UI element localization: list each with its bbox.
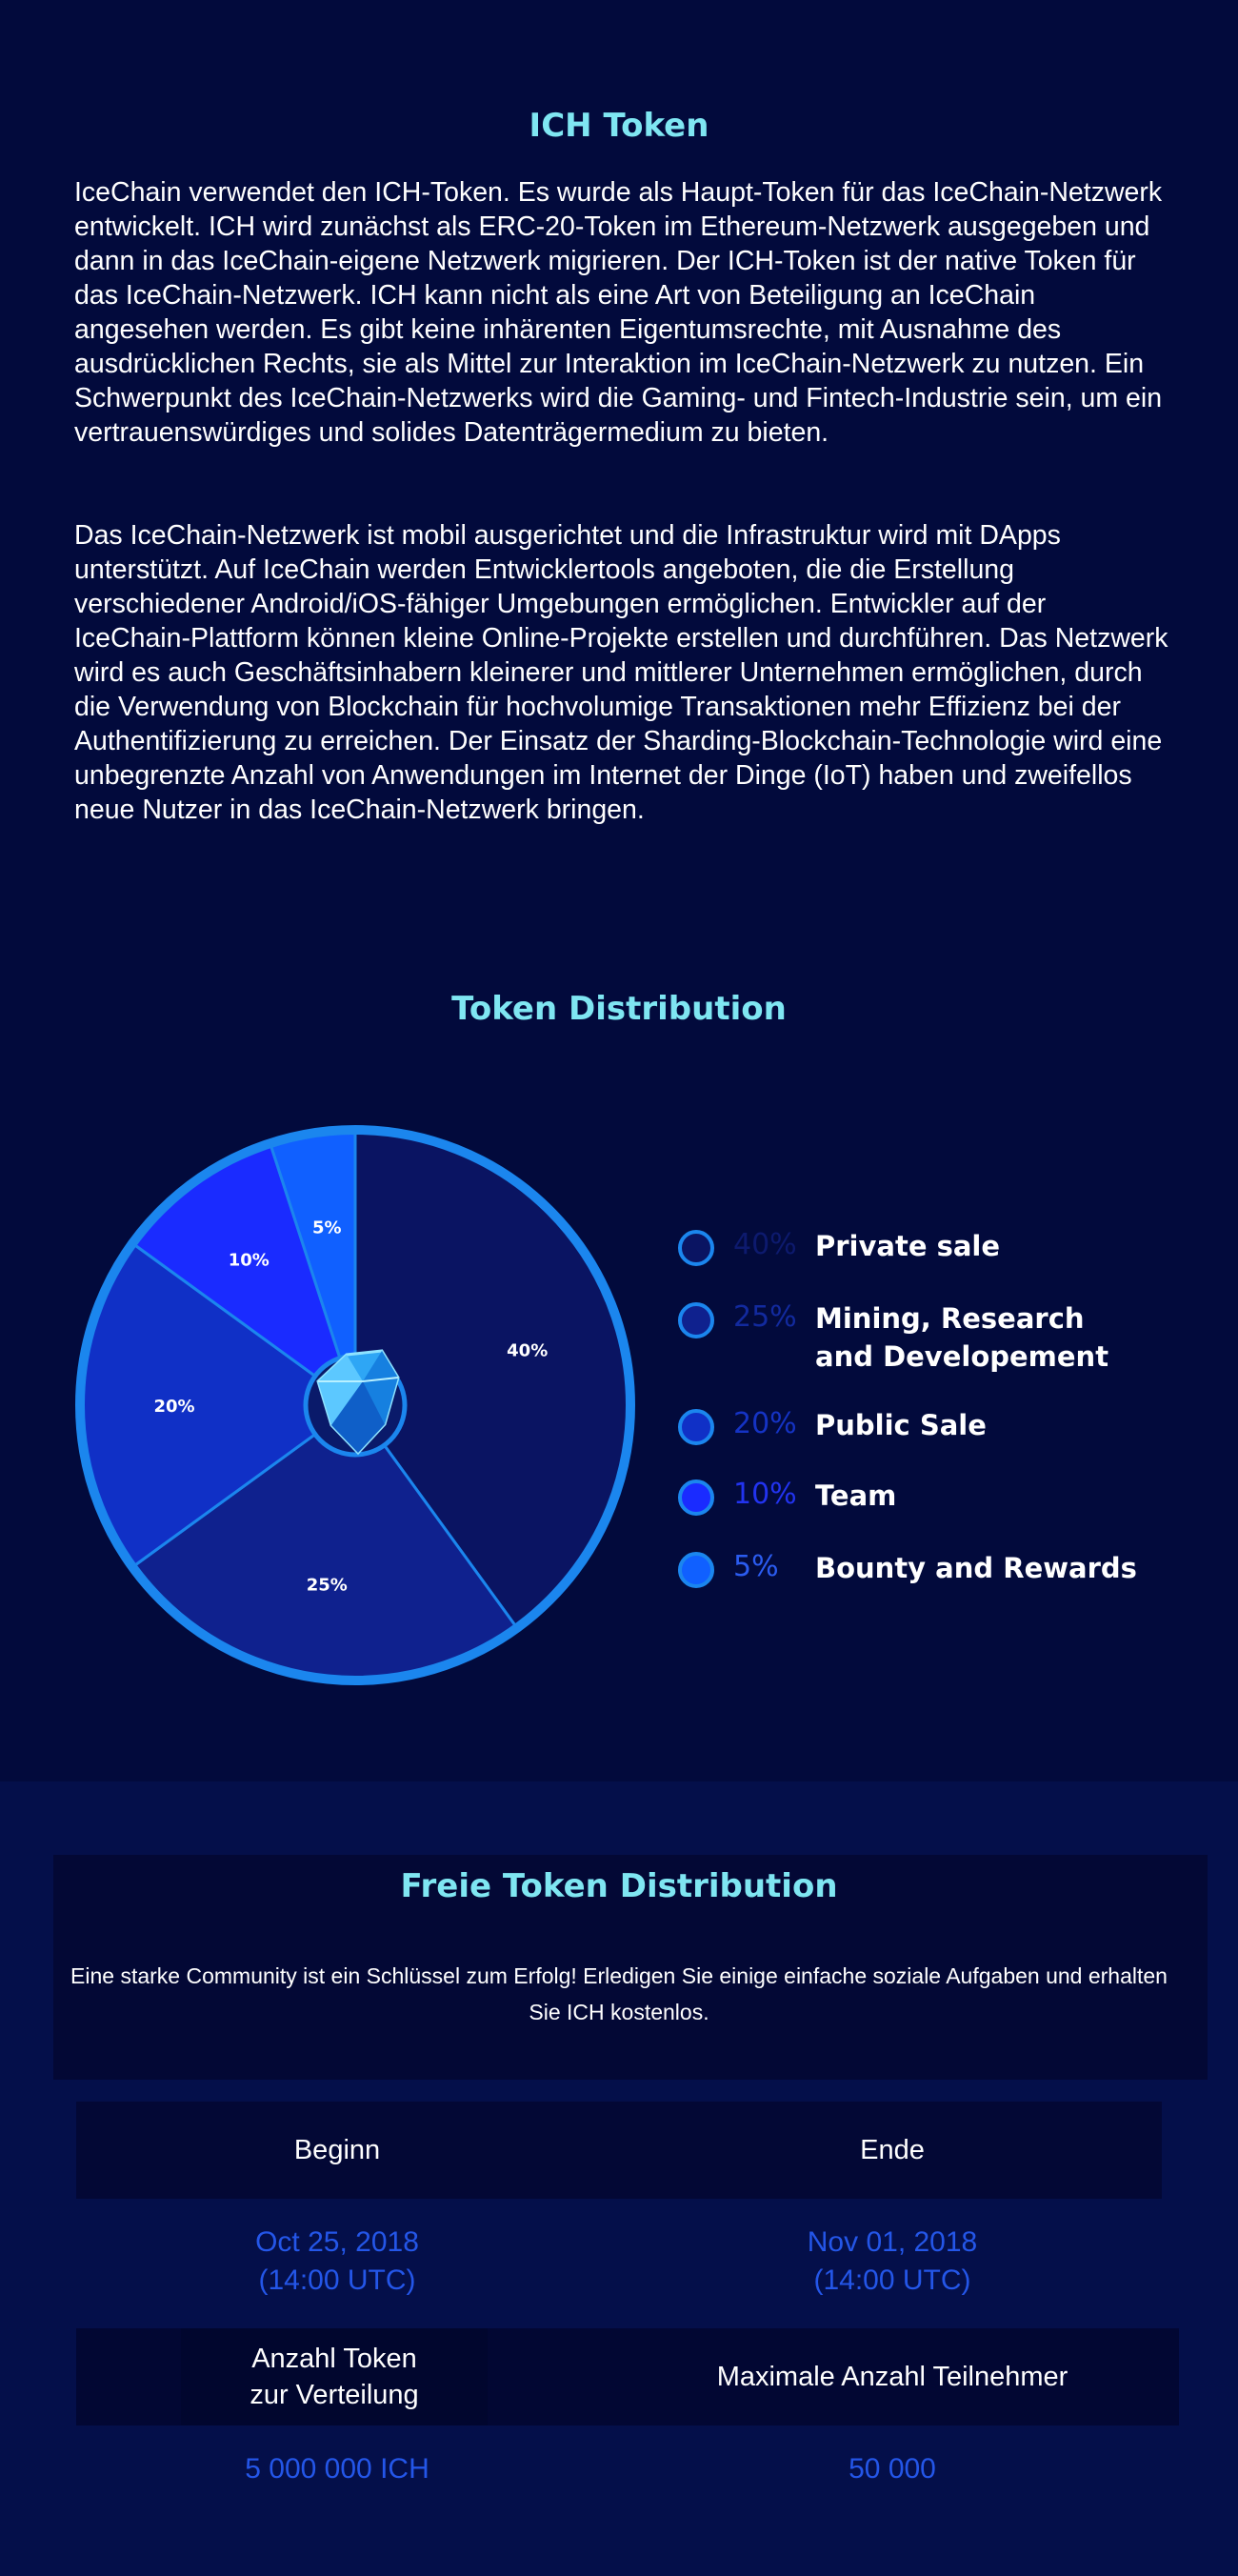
legend-item-bounty xyxy=(678,1549,1211,1588)
legend-dot xyxy=(678,1409,714,1445)
participants-label: Maximale Anzahl Teilnehmer xyxy=(716,2362,1068,2392)
free-distribution-text: Eine starke Community ist ein Schlüssel zum Erfolg! Erledigen Sie einige einfache soziale Aufgaben und erhalten Sie ICH kostenlos. xyxy=(70,1963,1168,2024)
participants-value: 50 000 xyxy=(849,2453,936,2485)
legend-percent: 25% xyxy=(733,1300,797,1334)
ich-token-paragraph-1: IceChain verwendet den ICH-Token. Es wurde als Haupt-Token für das IceChain-Netzwerk entwickelt. ICH wird zunächst als ERC-20-Token im Ethereum-Netzwerk ausgegeben und dann in das IceChain-eigene Netzwerk migrieren. Der ICH-Token ist der native Token für das IceChain-Netzwerk. ICH kann nicht als eine Art von Beteiligung an IceChain angesehen werden. Es gibt keine inhärenten Eigentumsrechte, mit Ausnahme des ausdrücklichen Rechts, sie als Mittel zur Interaktion im IceChain-Netzwerk zu nutzen. Ein Schwerpunkt des IceChain-Netzwerks wird die Gaming- und Fintech-Industrie sein, um ein vertrauenswürdiges und solides Datenträgermedium zu bieten. xyxy=(74,177,1163,448)
token-distribution-title: Token Distribution xyxy=(451,990,787,1028)
pie-slice-label-1: 40% xyxy=(507,1340,549,1361)
begin-label: Beginn xyxy=(293,2135,381,2165)
legend-percent: 5% xyxy=(733,1550,779,1583)
tokens-value: 5 000 000 ICH xyxy=(245,2453,429,2485)
end-date-value: Nov 01, 2018 (14:00 UTC) xyxy=(807,2226,978,2296)
legend-item-public-sale xyxy=(678,1406,1211,1445)
legend-label: Mining, Research and Developement xyxy=(815,1302,1109,1373)
legend-percent: 40% xyxy=(733,1228,797,1261)
ich-token-paragraph-2: Das IceChain-Netzwerk ist mobil ausgerichtet und die Infrastruktur wird mit DApps unterstützt. Auf IceChain werden Entwicklertools angeboten, die die Erstellung verschiedener Android/iOS-fähiger Umgebungen ermöglichen. Entwickler auf der IceChain-Plattform können kleine Online-Projekte erstellen und durchführen. Das Netzwerk wird es auch Geschäftsinhabern kleinerer und mittlerer Unternehmen ermöglichen, durch die Verwendung von Blockchain für hochvolumige Transaktionen mehr Effizienz bei der Authentifizierung zu erreichen. Der Einsatz der Sharding-Blockchain-Technologie wird eine unbegrenzte Anzahl von Anwendungen im Internet der Dinge (IoT) haben und zweifellos neue Nutzer in das IceChain-Netzwerk bringen. xyxy=(74,520,1168,825)
legend-dot xyxy=(678,1552,714,1588)
legend-label: Public Sale xyxy=(815,1409,987,1441)
begin-date-value: Oct 25, 2018 (14:00 UTC) xyxy=(255,2226,419,2296)
legend-item-private-sale xyxy=(678,1227,1211,1266)
legend-label: Private sale xyxy=(815,1230,1001,1262)
legend-dot xyxy=(678,1479,714,1516)
legend-dot xyxy=(678,1230,714,1266)
legend-item-team xyxy=(678,1477,1211,1516)
pie-slice-label-2: 25% xyxy=(306,1575,348,1596)
legend-label: Team xyxy=(815,1479,897,1512)
legend-percent: 20% xyxy=(733,1407,797,1440)
tokens-label: Anzahl Token zur Verteilung xyxy=(181,2328,488,2425)
free-distribution-title: Freie Token Distribution xyxy=(400,1867,838,1905)
legend-item-mining-research xyxy=(678,1299,1211,1376)
pie-slice-label-3: 20% xyxy=(153,1397,195,1417)
legend-label: Bounty and Rewards xyxy=(815,1552,1137,1584)
ich-token-title: ICH Token xyxy=(529,107,709,145)
pie-slice-label-5: 5% xyxy=(312,1218,342,1238)
end-label: Ende xyxy=(860,2135,925,2165)
token-distribution-pie-chart xyxy=(74,1124,636,1686)
legend-percent: 10% xyxy=(733,1478,797,1511)
legend-dot xyxy=(678,1302,714,1338)
pie-slice-label-4: 10% xyxy=(228,1250,270,1271)
